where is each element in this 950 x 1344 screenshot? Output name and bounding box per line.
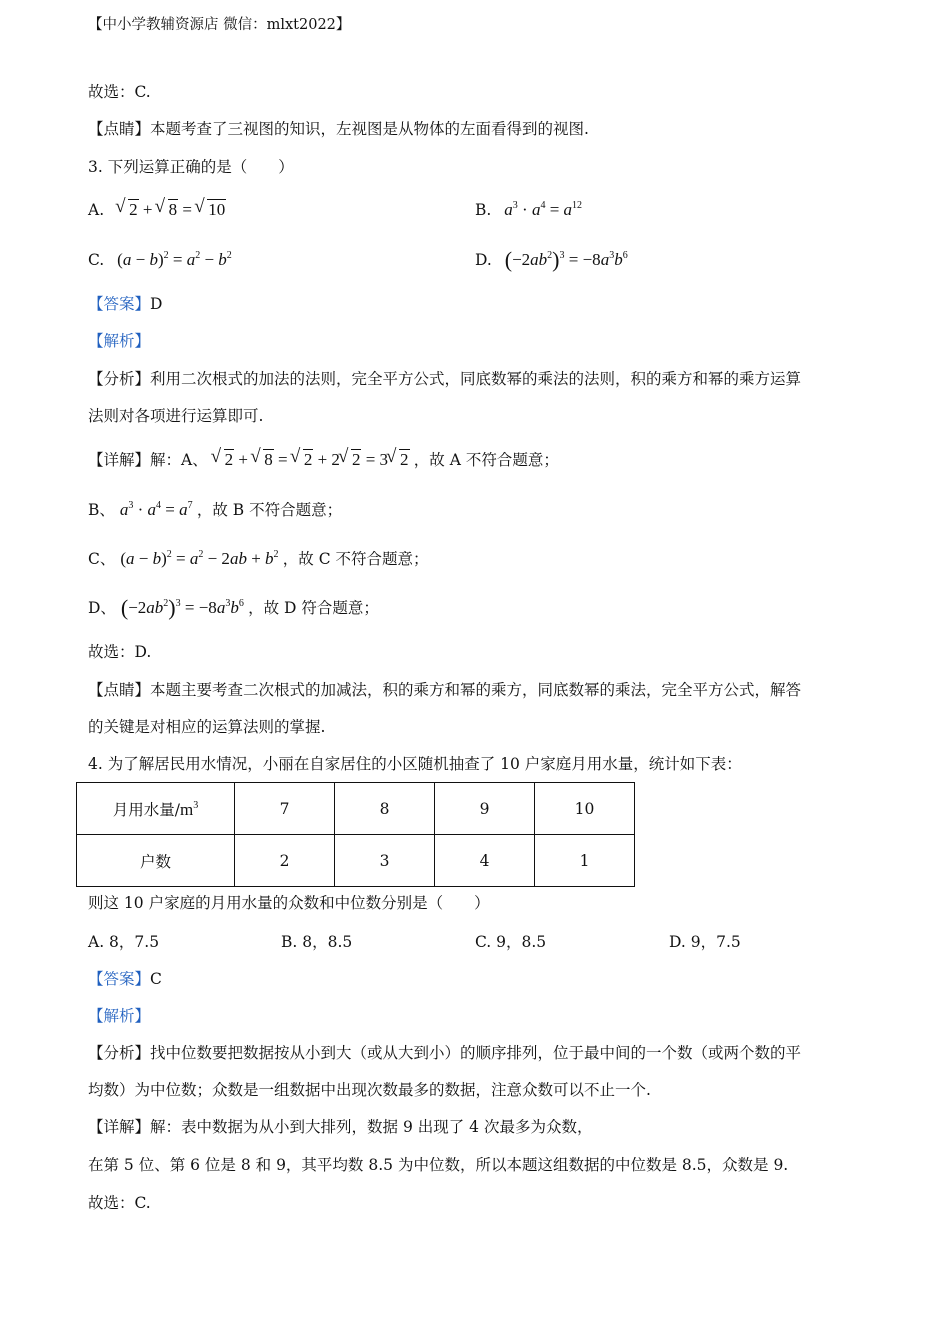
detail-tag: 【详解】 [88, 1118, 151, 1136]
page-header: 【中小学教辅资源店 微信：mlxt2022】 [88, 17, 351, 33]
prev-choice: 故选：C. [88, 83, 151, 101]
q3-detail-d [88, 595, 379, 620]
q3-answer [88, 294, 162, 314]
detail-prefix: B、 [88, 501, 115, 519]
water-usage-table [76, 782, 635, 887]
q4-analysis [88, 1043, 801, 1063]
row-label: 月用水量/ [112, 800, 180, 819]
q3-detail-a [88, 450, 559, 470]
note-tag: 【点睛】 [88, 681, 151, 699]
q4-choice: 故选：C. [88, 1194, 151, 1212]
math-expression: $(a - b)^2 = a^2 - b^2$ [117, 250, 232, 269]
analysis-tag: 【分析】 [88, 370, 151, 388]
q4-answer [88, 969, 162, 989]
q3-note [88, 680, 801, 700]
table-cell: 7 [235, 783, 335, 835]
table-cell: 10 [535, 783, 635, 835]
q3-option-c [88, 250, 232, 270]
q3-detail-b [88, 500, 342, 520]
analysis-text: 找中位数要把数据按从小到大（或从大到小）的顺序排列，位于最中间的一个数（或两个数的平 [150, 1044, 802, 1062]
option-label: A. [88, 201, 105, 219]
table-cell: 9 [435, 783, 535, 835]
option-label: C. [88, 251, 105, 269]
answer-value: D [150, 295, 163, 313]
q4-detail [88, 1117, 592, 1137]
detail-prefix: D、 [88, 599, 116, 617]
q3-choice: 故选：D. [88, 643, 152, 661]
answer-value: C [150, 970, 162, 988]
table-cell: 1 [535, 835, 635, 887]
prev-note [88, 119, 589, 139]
analysis-text: 利用二次根式的加法的法则，完全平方公式，同底数幂的乘法的法则，积的乘方和幂的乘方运算 [150, 370, 802, 388]
q3-option-d [475, 247, 628, 272]
detail-suffix: ，故 C 不符合题意； [282, 550, 429, 568]
q3-analysis [88, 369, 801, 389]
q3-option-b [475, 200, 582, 220]
detail-suffix: ，故 D 符合题意； [248, 599, 379, 617]
math-expression: √ 2 + √ 8 = √ 10 [117, 200, 226, 219]
unit [180, 800, 198, 819]
table-cell: 8 [335, 783, 435, 835]
q4-jiexi-tag: 【解析】 [88, 1007, 151, 1025]
math-expression: $a^3 \cdot a^4 = a^{12}$ [504, 200, 583, 219]
q4-option-b: B. 8，8.5 [281, 933, 353, 951]
note-tag: 【点睛】 [88, 120, 151, 138]
option-label: D. [475, 251, 492, 269]
math-expression: $a^3 \cdot a^4 = a^7$ [119, 500, 193, 519]
analysis-tag: 【分析】 [88, 1044, 151, 1062]
table-row [77, 835, 635, 887]
detail-text: 解：表中数据为从小到大排列，数据 9 出现了 4 次最多为众数， [150, 1118, 593, 1136]
detail-suffix: ，故 B 不符合题意； [196, 501, 343, 519]
q4-detail-line2: 在第 5 位、第 6 位是 8 和 9，其平均数 8.5 为中位数，所以本题这组数据的中位数是 8.5，众数是 9. [88, 1156, 789, 1174]
note-text: 本题考查了三视图的知识，左视图是从物体的左面看得到的视图. [150, 120, 589, 138]
table-cell: 2 [235, 835, 335, 887]
answer-tag: 【答案】 [88, 295, 151, 313]
unit-text: m [180, 799, 194, 819]
note-text: 本题主要考查二次根式的加减法，积的乘方和幂的乘方，同底数幂的乘法，完全平方公式，解答 [150, 681, 802, 699]
q4-analysis-line2: 均数）为中位数；众数是一组数据中出现次数最多的数据，注意众数可以不止一个. [88, 1081, 651, 1099]
math-expression: $(-2ab^2)^3 = -8a^3b^6$ [504, 247, 628, 272]
math-expression: $(-2ab^2)^3 = -8a^3b^6$ [120, 595, 244, 620]
math-expression: $(a - b)^2 = a^2 - 2ab + b^2$ [120, 549, 279, 568]
unit-sup: 3 [193, 799, 199, 811]
q3-note-line2: 的关键是对相应的运算法则的掌握. [88, 718, 326, 736]
table-cell: 3 [335, 835, 435, 887]
answer-tag: 【答案】 [88, 970, 151, 988]
q3-jiexi-tag: 【解析】 [88, 332, 151, 350]
q4-option-a: A. 8，7.5 [88, 933, 160, 951]
q3-option-a [88, 200, 226, 220]
q4-option-d: D. 9，7.5 [669, 933, 741, 951]
table-row-header [77, 783, 235, 835]
option-label: B. [475, 201, 492, 219]
detail-tag: 【详解】 [88, 451, 151, 469]
detail-prefix: 解：A、 [150, 451, 208, 469]
table-row [77, 783, 635, 835]
detail-prefix: C、 [88, 550, 116, 568]
q4-question: 则这 10 户家庭的月用水量的众数和中位数分别是（ ） [88, 894, 490, 912]
table-row-header: 户数 [77, 835, 235, 887]
math-expression: √ 2 + √ 8 = √ 2 + 2√ 2 = 3√ 2 [213, 450, 414, 469]
q3-stem: 3. 下列运算正确的是（ ） [88, 158, 294, 176]
detail-suffix: ，故 A 不符合题意； [413, 451, 559, 469]
q4-option-c: C. 9，8.5 [475, 933, 547, 951]
q3-detail-c [88, 549, 429, 569]
q3-analysis-line2: 法则对各项进行运算即可. [88, 407, 264, 425]
q4-stem: 4. 为了解居民用水情况，小丽在自家居住的小区随机抽查了 10 户家庭月用水量，统计如下表： [88, 755, 742, 773]
table-cell: 4 [435, 835, 535, 887]
